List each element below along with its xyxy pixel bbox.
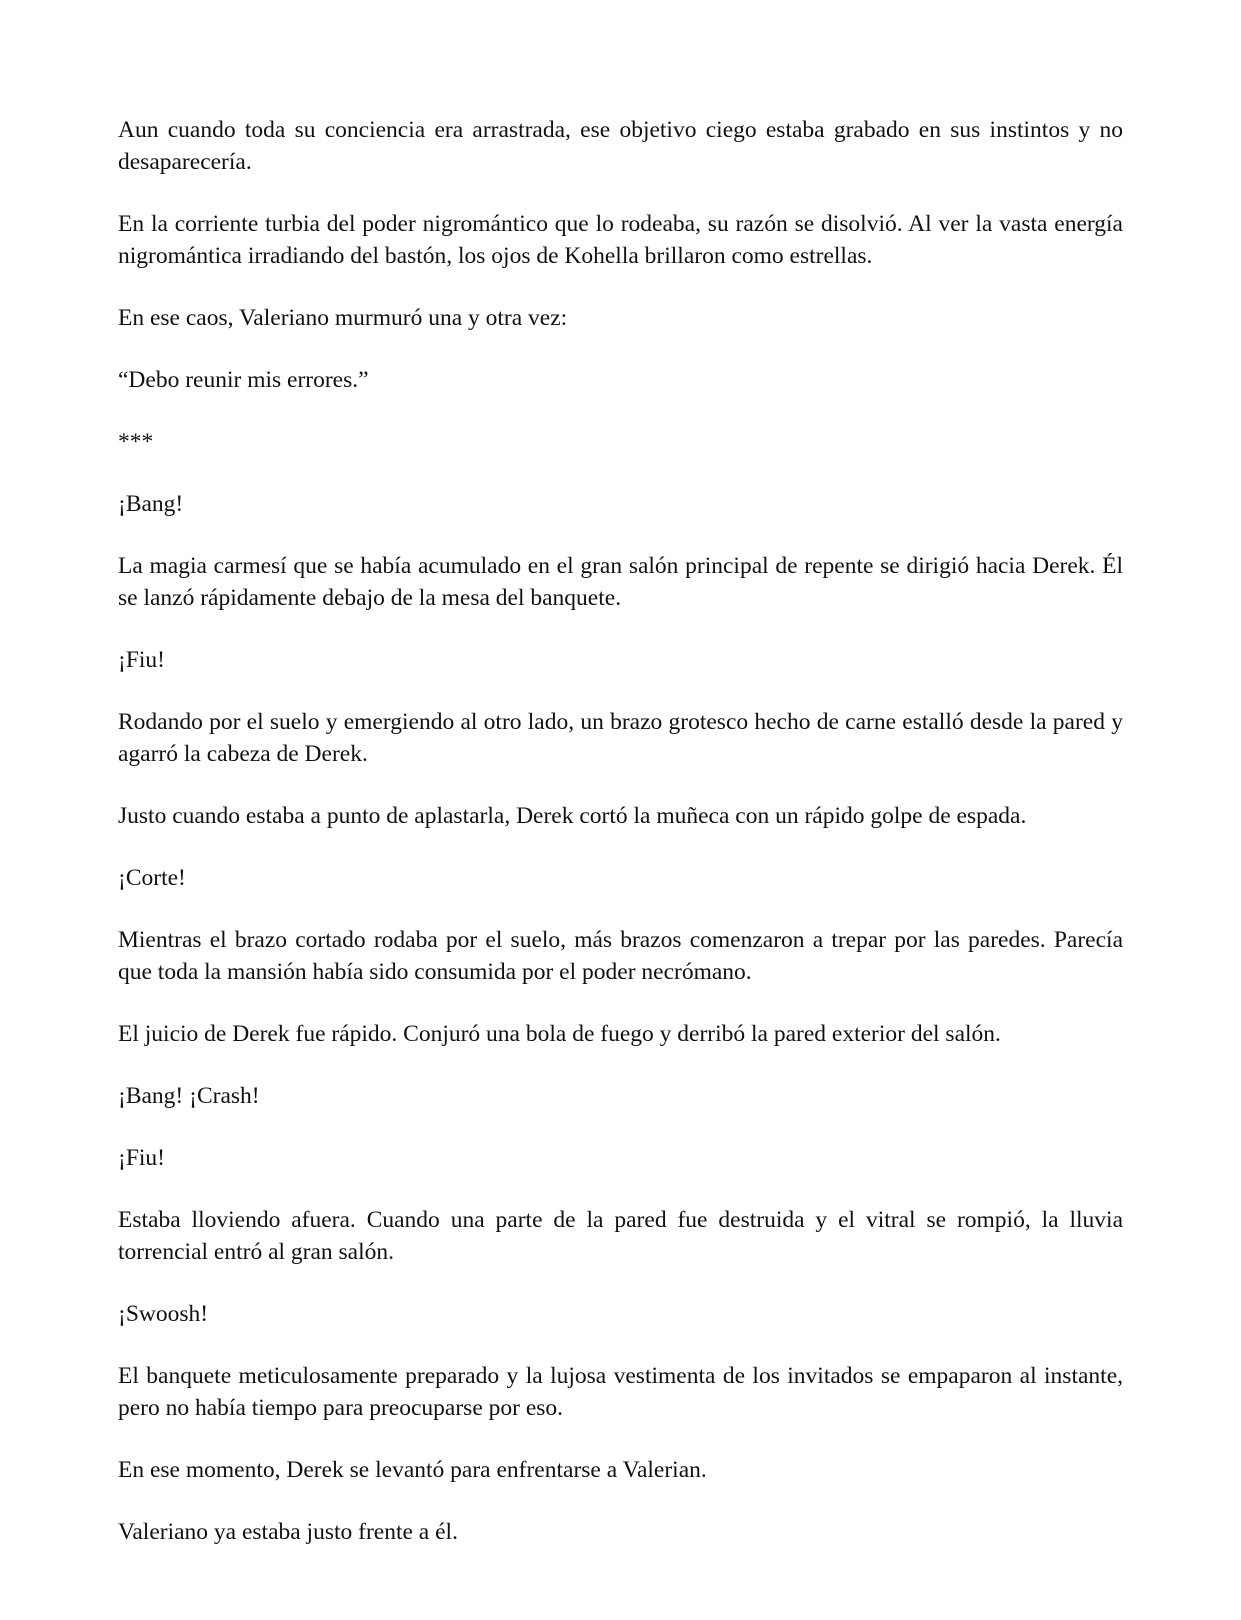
paragraph-5: ¡Bang! xyxy=(118,491,184,517)
paragraph-8: Rodando por el suelo y emergiendo al otro lado, un brazo grotesco hecho de carne estalló desde la pared y agarró la cabeza de Derek. xyxy=(118,709,1123,767)
paragraph-14: ¡Fiu! xyxy=(118,1145,165,1171)
paragraph-10: ¡Corte! xyxy=(118,865,186,891)
paragraph-11: Mientras el brazo cortado rodaba por el suelo, más brazos comenzaron a trepar por las paredes. Parecía que toda la mansión había sido consumida por el poder necrómano. xyxy=(118,927,1123,985)
paragraph-4: “Debo reunir mis errores.” xyxy=(118,367,369,393)
body-text xyxy=(118,114,1123,1578)
paragraph-7: ¡Fiu! xyxy=(118,647,165,673)
paragraph-18: En ese momento, Derek se levantó para enfrentarse a Valerian. xyxy=(118,1457,707,1483)
paragraph-3: En ese caos, Valeriano murmuró una y otra vez: xyxy=(118,305,568,331)
paragraph-1: Aun cuando toda su conciencia era arrastrada, ese objetivo ciego estaba grabado en sus instintos y no desaparecería. xyxy=(118,117,1123,175)
paragraph-12: El juicio de Derek fue rápido. Conjuró una bola de fuego y derribó la pared exterior del salón. xyxy=(118,1021,1001,1047)
scene-break: *** xyxy=(118,429,154,455)
paragraph-13: ¡Bang! ¡Crash! xyxy=(118,1083,260,1109)
paragraph-16: ¡Swoosh! xyxy=(118,1301,209,1327)
paragraph-6: La magia carmesí que se había acumulado en el gran salón principal de repente se dirigió hacia Derek. Él se lanzó rápidamente debajo de la mesa del banquete. xyxy=(118,553,1123,611)
paragraph-2: En la corriente turbia del poder nigromántico que lo rodeaba, su razón se disolvió. Al ver la vasta energía nigromántica irradiando del bastón, los ojos de Kohella brillaron como estrellas. xyxy=(118,211,1123,269)
paragraph-19: Valeriano ya estaba justo frente a él. xyxy=(118,1519,458,1545)
paragraph-9: Justo cuando estaba a punto de aplastarla, Derek cortó la muñeca con un rápido golpe de espada. xyxy=(118,803,1027,829)
paragraph-15: Estaba lloviendo afuera. Cuando una parte de la pared fue destruida y el vitral se rompió, la lluvia torrencial entró al gran salón. xyxy=(118,1207,1123,1265)
paragraph-17: El banquete meticulosamente preparado y la lujosa vestimenta de los invitados se empaparon al instante, pero no había tiempo para preocuparse por eso. xyxy=(118,1363,1123,1421)
